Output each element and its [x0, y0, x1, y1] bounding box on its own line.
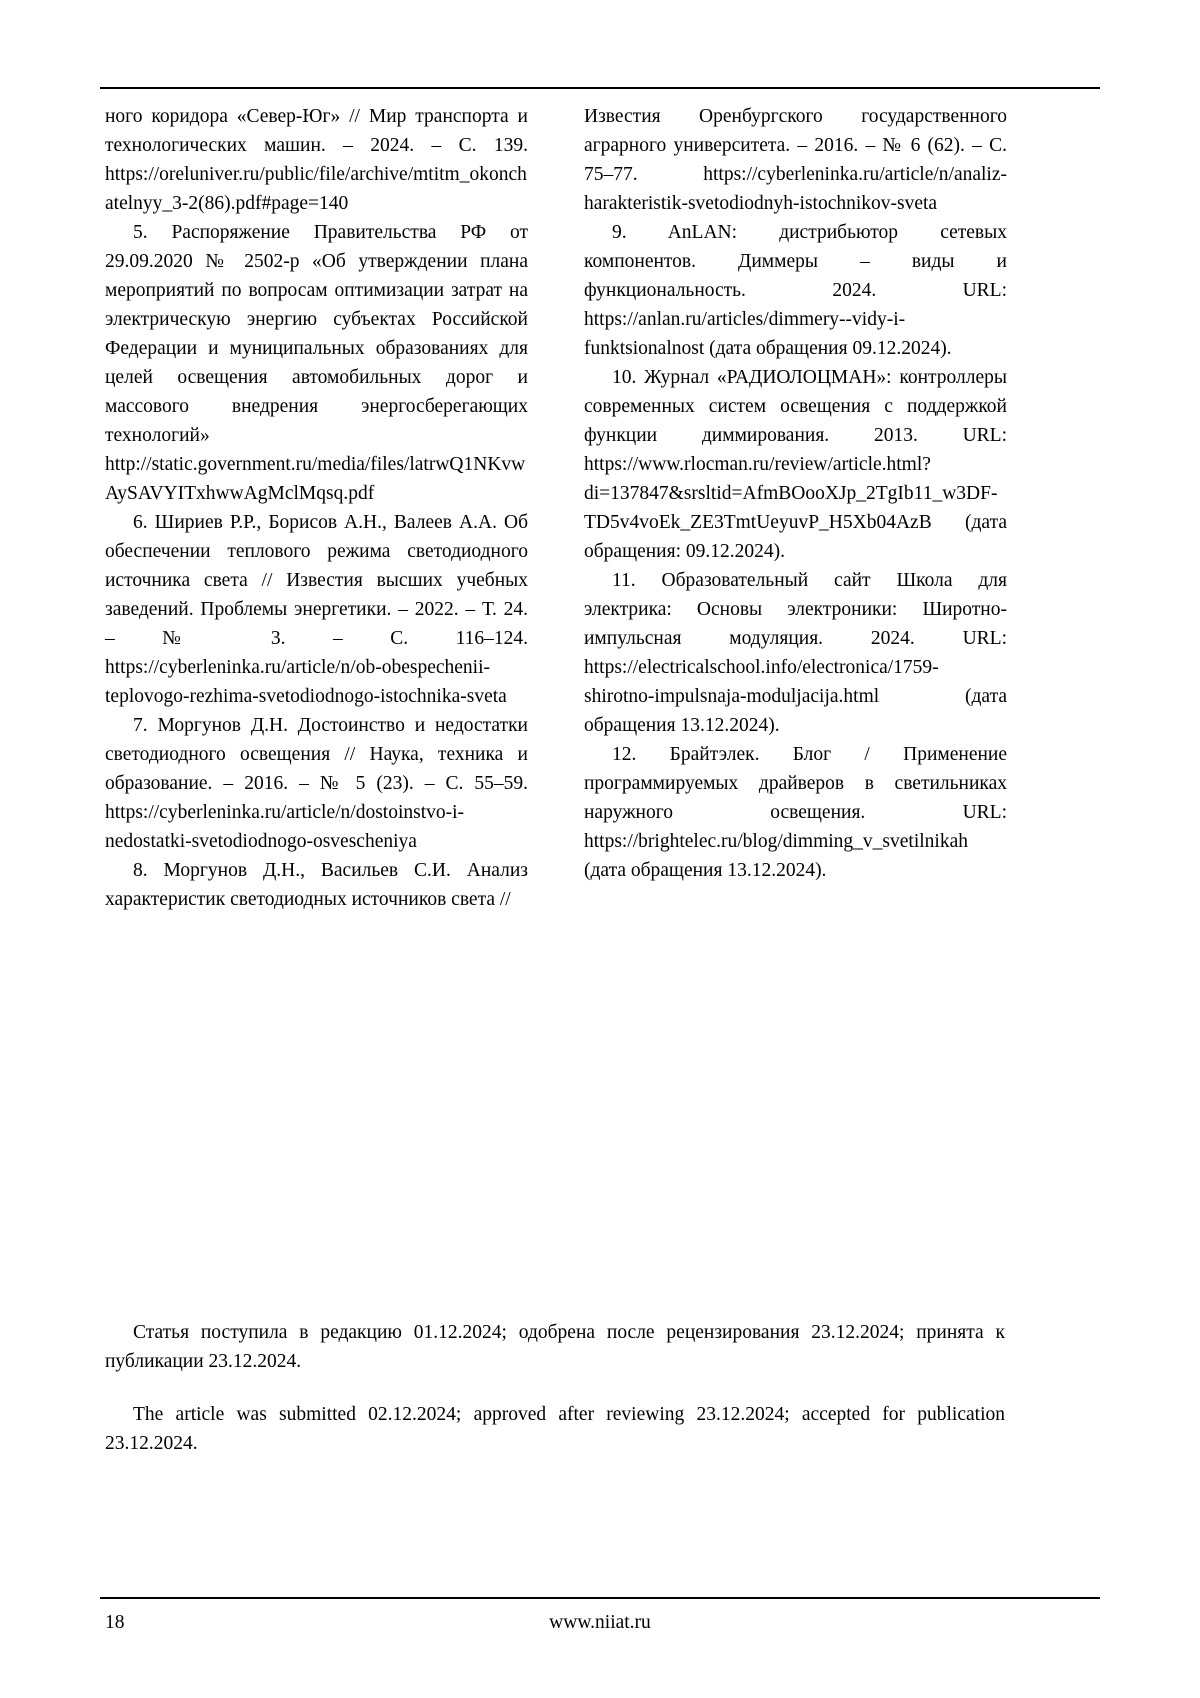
submission-note-russian: Статья поступила в редакцию 01.12.2024; одобрена после рецензирования 23.12.2024; принята к публикации 23.12.2024. — [105, 1322, 1005, 1372]
reference-item-7: 7. Моргунов Д.Н. Достоинство и недостатки светодиодного освещения // Наука, техника и образование. – 2016. – № 5 (23). – С. 55–59. https://cyberleninka.ru/article/n/dostoinstvo-i-nedostatki-svetodiodnogo-osvescheniya — [105, 715, 528, 852]
submission-note-english: The article was submitted 02.12.2024; approved after reviewing 23.12.2024; accepted for publication 23.12.2024. — [105, 1404, 1005, 1454]
reference-item-8: 8. Моргунов Д.Н., Васильев С.И. Анализ характеристик светодиодных источников света // — [105, 860, 528, 910]
reference-item-8-continuation: Известия Оренбургского государственного аграрного университета. – 2016. – № 6 (62). – С. 75–77. https://cyberleninka.ru/article/n/analiz-harakteristik-svetodiodnyh-istochnikov-sveta — [584, 106, 1007, 214]
bottom-rule — [100, 1597, 1100, 1599]
top-rule — [100, 87, 1100, 89]
right-column — [584, 102, 1007, 914]
reference-item-5: 5. Распоряжение Правительства РФ от 29.09.2020 № 2502-р «Об утверждении плана мероприятий по вопросам оптимизации затрат на электрическую энергию субъектах Российской Федерации и муниципальных образованиях для целей освещения автомобильных дорог и массового внедрения энергосберегающих технологий» http://static.government.ru/media/files/latrwQ1NKvwAySAVYITxhwwAgMclMqsq.pdf — [105, 222, 528, 504]
reference-item-11: 11. Образовательный сайт Школа для электрика: Основы электроники: Широтно-импульсная модуляция. 2024. URL: https://electricalschool.info/electronica/1759-shirotno-impulsnaja-moduljacija.html (дата обращения 13.12.2024). — [584, 570, 1007, 736]
reference-item-9: 9. AnLAN: дистрибьютор сетевых компонентов. Диммеры – виды и функциональность. 2024. URL: https://anlan.ru/articles/dimmery--vidy-i-funktsionalnost (дата обращения 09.12.2024). — [584, 222, 1007, 359]
reference-item-12: 12. Брайтэлек. Блог / Применение программируемых драйверов в светильниках наружного освещения. URL: https://brightelec.ru/blog/dimming_v_svetilnikah (дата обращения 13.12.2024). — [584, 744, 1007, 881]
left-column — [105, 102, 528, 914]
page-number: 18 — [105, 1612, 125, 1633]
site-url: www.niiat.ru — [549, 1612, 651, 1633]
page-footer — [100, 1608, 1100, 1638]
reference-item-10: 10. Журнал «РАДИОЛОЦМАН»: контроллеры современных систем освещения с поддержкой функции диммирования. 2013. URL: https://www.rlocman.ru/review/article.html?di=137847&srsltid=AfmBOooXJp_2TgIb11_w3DF-TD5v4voEk_ZE3TmtUeyuvP_H5Xb04AzB (дата обращения: 09.12.2024). — [584, 367, 1007, 562]
reference-item-6: 6. Шириев Р.Р., Борисов А.Н., Валеев А.А. Об обеспечении теплового режима светодиодного источника света // Известия высших учебных заведений. Проблемы энергетики. – 2022. – Т. 24. – № 3. – С. 116–124. https://cyberleninka.ru/article/n/ob-obespechenii-teplovogo-rezhima-svetodiodnogo-istochnika-sveta — [105, 512, 528, 707]
submission-notes — [105, 1318, 1005, 1458]
reference-continuation: ного коридора «Север-Юг» // Мир транспорта и технологических машин. – 2024. – С. 139. https://oreluniver.ru/public/file/archive/mtitm_okonchatelnyy_3-2(86).pdf#page=140 — [105, 106, 528, 214]
references-columns — [105, 102, 1007, 914]
